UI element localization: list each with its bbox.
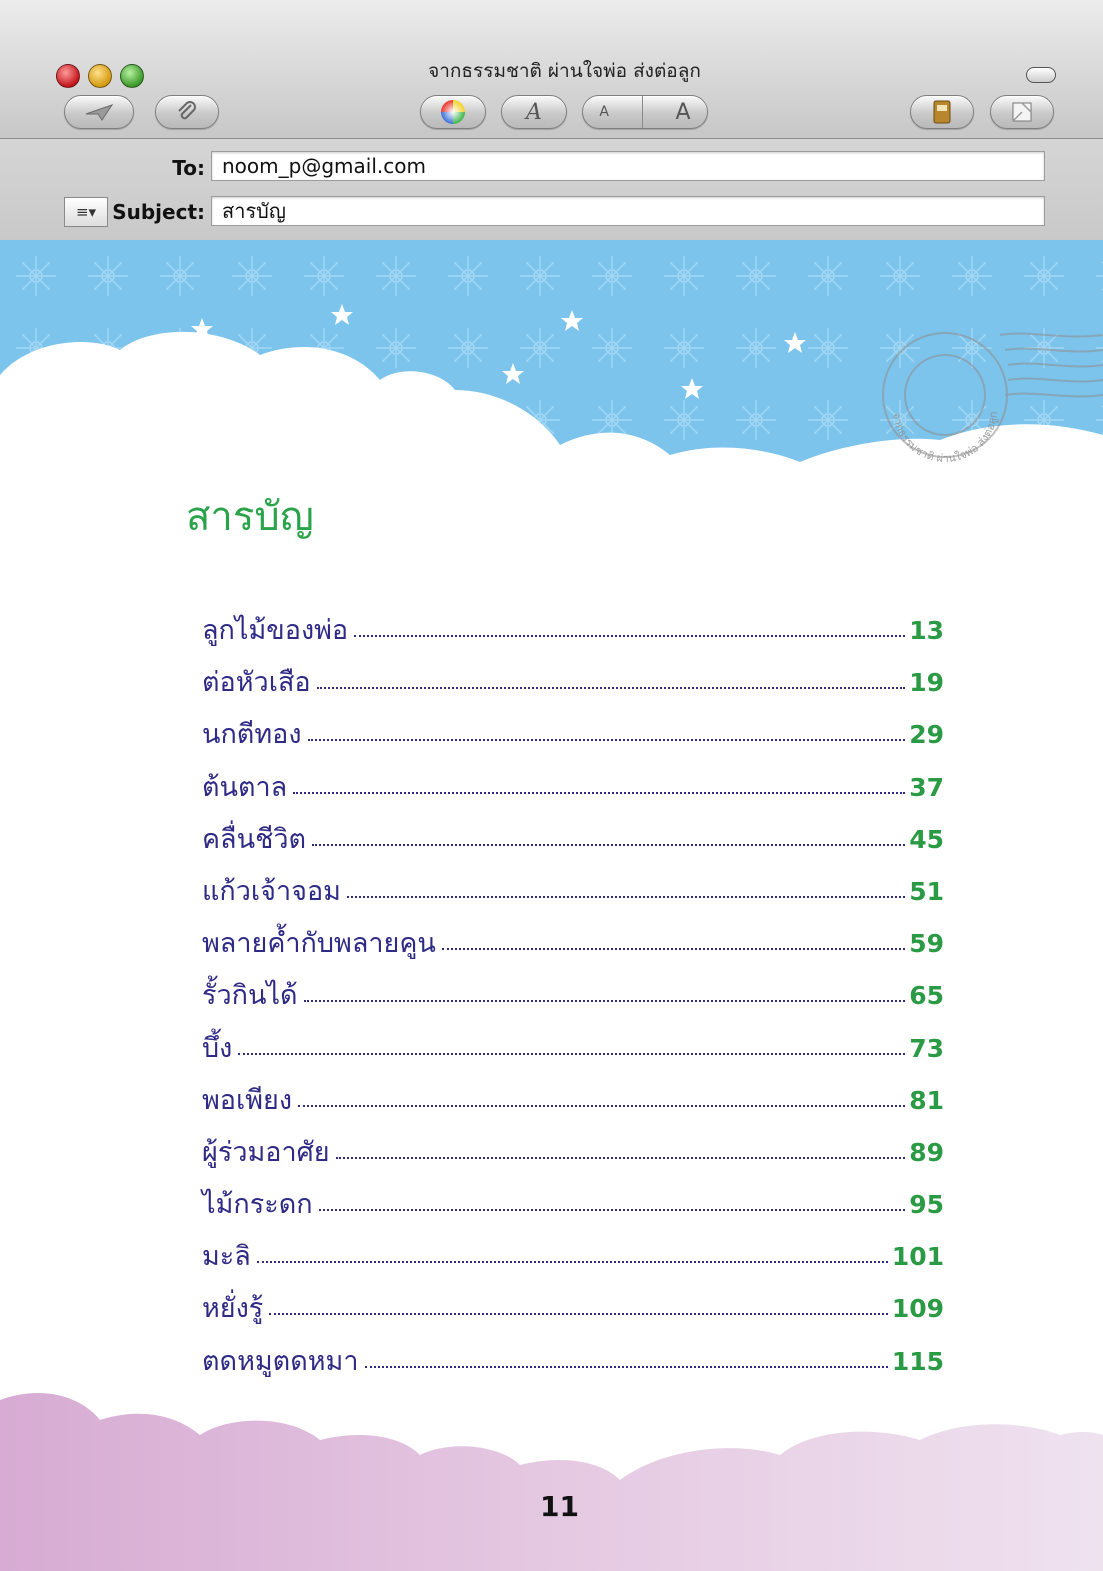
toc-heading: สารบัญ	[186, 494, 314, 540]
address-book-icon	[933, 100, 951, 124]
paper-plane-icon	[84, 102, 114, 122]
toc-entry-title: พอเพียง	[202, 1084, 293, 1116]
toc-entry-page: 73	[909, 1033, 944, 1063]
mail-compose-window	[0, 0, 1103, 241]
attach-button[interactable]	[155, 95, 219, 129]
toc-entry	[202, 660, 944, 712]
toc-entry-page: 81	[909, 1085, 944, 1115]
toc-entry-title: แก้วเจ้าจอม	[202, 875, 341, 907]
photo-browser-button[interactable]	[990, 95, 1054, 129]
to-label: To:	[172, 156, 205, 180]
toc-entry-title: บึ้ง	[202, 1032, 233, 1064]
toc-entry-page: 51	[909, 876, 944, 906]
header-fields-menu-button[interactable]: ≡▾	[64, 197, 108, 227]
toc-entry	[202, 1130, 944, 1182]
toc-entry-title: หยั่งรู้	[202, 1293, 264, 1325]
toc-entry-title: มะลิ	[202, 1241, 251, 1273]
photo-browser-icon	[1010, 100, 1034, 124]
toc-entry	[202, 1078, 944, 1130]
toc-entry-page: 37	[909, 772, 944, 802]
dot-leader	[442, 948, 905, 950]
dot-leader	[269, 1313, 888, 1315]
toc-entry-title: ต้นตาล	[202, 771, 288, 803]
dot-leader	[317, 687, 906, 689]
color-wheel-icon	[440, 99, 466, 125]
toc-entry-title: ตดหมูตดหมา	[202, 1345, 359, 1377]
toc-entry-page: 115	[891, 1346, 944, 1376]
toc-entry-page: 65	[909, 981, 944, 1011]
toc-entry-title: รั้วกินได้	[202, 980, 298, 1012]
font-size-control	[582, 95, 708, 129]
dot-leader	[304, 1000, 906, 1002]
bigger-text-button[interactable]: A	[675, 99, 691, 125]
dot-leader	[365, 1366, 888, 1368]
window-toolbar	[0, 0, 1103, 139]
toc-entry	[202, 817, 944, 869]
toc-entry-title: คลื่นชีวิต	[202, 823, 307, 855]
postmark-text: จากธรรมชาติ ผ่านใจพ่อ ส่งต่อลูก	[890, 410, 1001, 466]
pink-clouds-footer	[0, 1380, 1103, 1571]
toc-entry	[202, 1026, 944, 1078]
toc-entry-page: 101	[891, 1242, 944, 1272]
paperclip-icon	[175, 100, 199, 124]
toc-entry-page: 45	[909, 824, 944, 854]
page-number: 11	[540, 1490, 579, 1523]
subject-field[interactable]: สารบัญ	[211, 196, 1045, 226]
dot-leader	[312, 844, 905, 846]
dot-leader	[336, 1157, 906, 1159]
toc-entry-page: 95	[909, 1190, 944, 1220]
toc-entry-title: ไม้กระดก	[202, 1189, 313, 1221]
toc-entry	[202, 608, 944, 660]
toc-entry-page: 19	[909, 668, 944, 698]
divider	[642, 96, 643, 128]
toc-entry	[202, 1286, 944, 1338]
send-button[interactable]	[64, 95, 134, 129]
toc-entry-title: พลายค้ำกับพลายคูน	[202, 928, 436, 960]
address-book-button[interactable]	[910, 95, 974, 129]
toc-entry-title: ผู้ร่วมอาศัย	[202, 1136, 330, 1168]
toc-entry	[202, 1182, 944, 1234]
dot-leader	[319, 1209, 906, 1211]
toc-entry-title: ต่อหัวเสือ	[202, 667, 311, 699]
toc-entry	[202, 1234, 944, 1286]
toc-entry-page: 13	[909, 616, 944, 645]
dot-leader	[293, 792, 905, 794]
toc-entry-page: 109	[891, 1294, 944, 1324]
toc-entry-page: 89	[909, 1137, 944, 1167]
toc-entry	[202, 869, 944, 921]
to-field[interactable]: noom_p@gmail.com	[211, 151, 1045, 181]
toc-entry	[202, 712, 944, 764]
dot-leader	[298, 1105, 905, 1107]
toc-entry	[202, 973, 944, 1025]
dot-leader	[308, 739, 906, 741]
dot-leader	[257, 1261, 888, 1263]
toc-entry	[202, 921, 944, 973]
toolbar-toggle-button[interactable]	[1026, 67, 1056, 83]
dot-leader	[238, 1053, 905, 1055]
toc-list	[202, 608, 944, 1391]
colors-button[interactable]	[420, 95, 486, 129]
toc-entry-page: 29	[909, 720, 944, 750]
dot-leader	[354, 635, 905, 637]
toc-entry-title: นกตีทอง	[202, 719, 302, 751]
window-title: จากธรรมชาติ ผ่านใจพ่อ ส่งต่อลูก	[428, 60, 701, 82]
toc-entry-page: 59	[909, 929, 944, 959]
smaller-text-button[interactable]: A	[599, 104, 609, 120]
toc-entry-title: ลูกไม้ของพ่อ	[202, 615, 349, 646]
dot-leader	[347, 896, 905, 898]
fonts-button[interactable]: A	[501, 95, 567, 129]
subject-label: Subject:	[112, 200, 205, 224]
toc-entry	[202, 765, 944, 817]
sky-banner	[0, 240, 1103, 480]
